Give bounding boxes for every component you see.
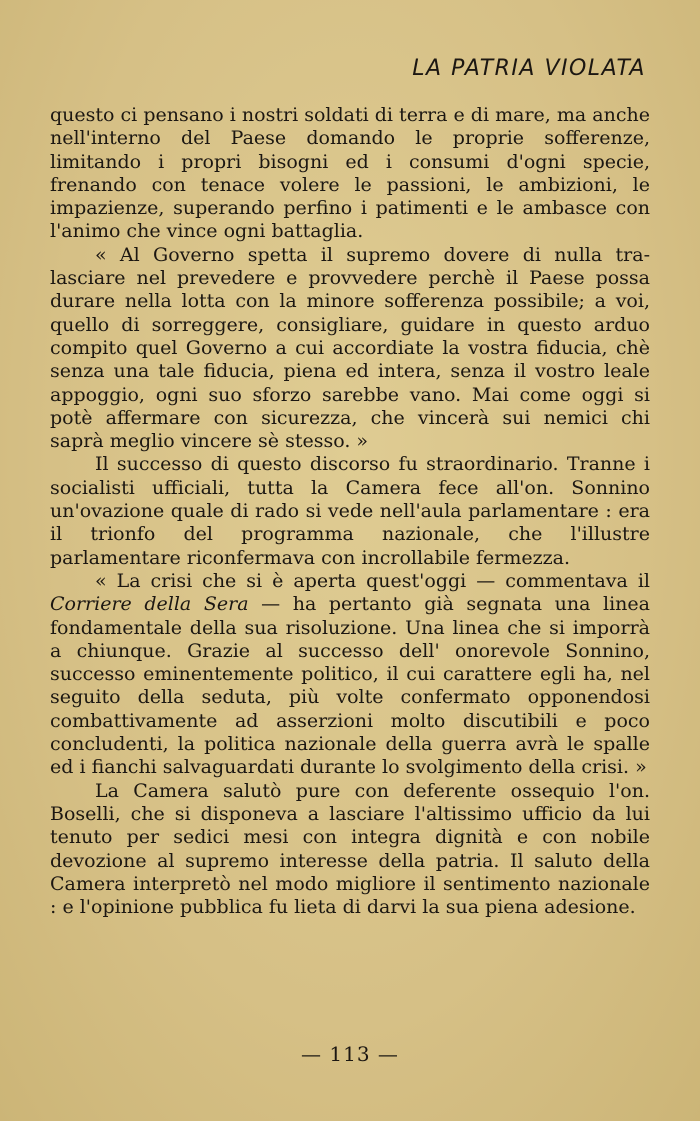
running-head: LA PATRIA VIOLATA <box>412 56 646 81</box>
paragraph-text: « La crisi che si è aperta quest'oggi — commentava il <box>95 569 650 592</box>
newspaper-title: Corriere della Sera <box>50 593 249 616</box>
paragraph: « Al Governo spetta il supremo dovere di nulla tralasciare nel prevedere e provvedere perchè il Paese possa durare nella lotta con la minore sofferenza possibile; a voi, quello di sorreggere, consigliare, guidare in questo arduo compito quel Governo a cui accordiate la vostra fiducia, chè senza una tale fiducia, piena ed intera, senza il vostro leale appoggio, ogni suo sforzo sarebbe vano. Mai come oggi si potè affermare con sicurezza, che vincerà sui nemici chi saprà meglio vincere sè stesso. » <box>50 243 650 453</box>
paragraph-text: — ha pertanto già segnata una linea fondamentale della sua risoluzione. Una linea che si imporrà a chiunque. Grazie al successo dell' onorevole Sonnino, successo eminentemente politico, il cui carattere egli ha, nel seguito della seduta, più volte confermato opponendosi combattivamente ad asserzioni molto discutibili e poco concludenti, la politica nazionale della guerra avrà le spalle ed i fianchi salvaguardati durante lo svolgimento della crisi. » <box>50 593 650 779</box>
paragraph: La Camera salutò pure con deferente ossequio l'on. Boselli, che si disponeva a lasciare l'altissimo ufficio da lui tenuto per sedici mesi con integra dignità e con nobile devozione al supremo interesse della patria. Il saluto della Camera interpretò nel modo migliore il sentimento nazionale : e l'opinione pubblica fu lieta di darvi la sua piena adesione. <box>50 779 650 919</box>
paragraph <box>50 570 650 780</box>
paragraph: Il successo di questo discorso fu straordinario. Tranne i socialisti ufficiali, tutta la Camera fece all'on. Sonnino un'ovazione quale di rado si vede nell'aula parlamentare : era il trionfo del programma nazionale, che l'illustre parlamentare riconfermava con incrollabile fermezza. <box>50 453 650 569</box>
page-number: — 113 — <box>301 1042 399 1066</box>
paragraph: questo ci pensano i nostri soldati di terra e di mare, ma anche nell'interno del Paese domando le proprie sofferenze, limitando i propri bisogni ed i consumi d'ogni specie, frenando con tenace volere le passioni, le ambizioni, le impazienze, superando perfino i patimenti e le ambasce con l'animo che vince ogni battaglia. <box>50 104 650 243</box>
body-text <box>50 104 650 919</box>
